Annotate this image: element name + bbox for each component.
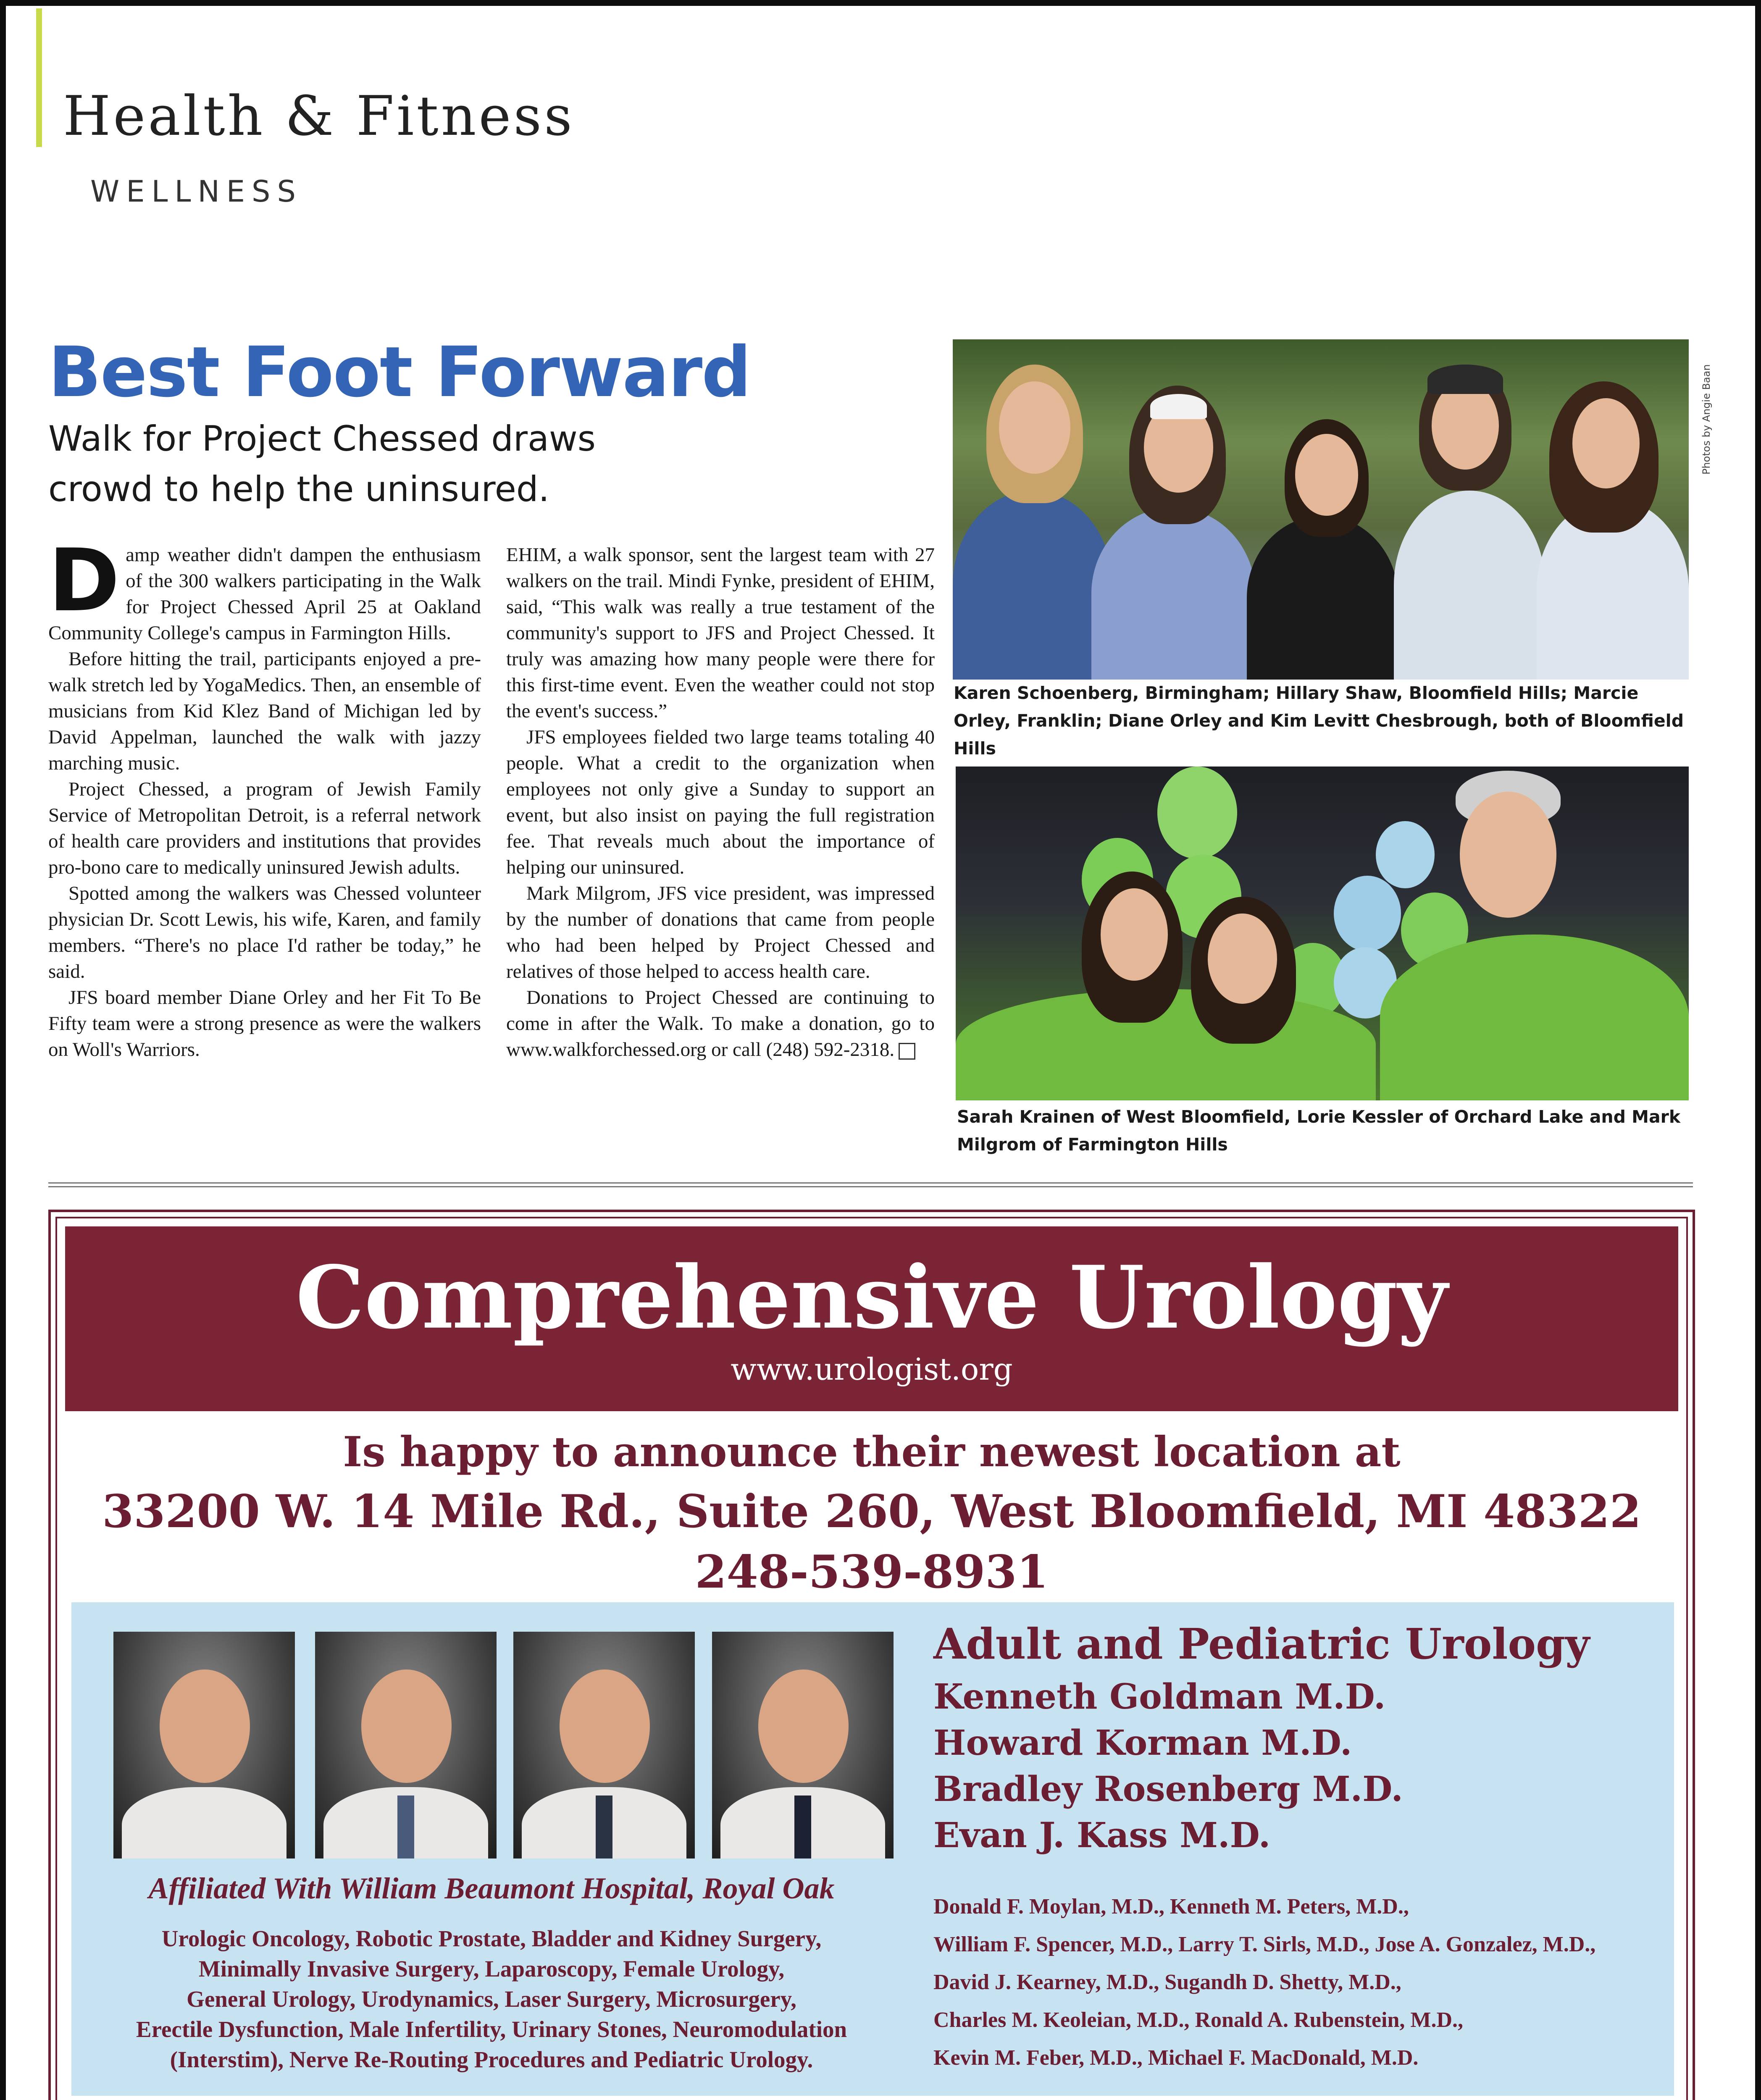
- specialty-line: Minimally Invasive Surgery, Laparoscopy, Female Urology,: [198, 1956, 785, 1982]
- article-paragraph: Spotted among the walkers was Chessed volunteer physician Dr. Scott Lewis, his wife, Karen, and family members. “There's no place I'd rather be today,” he said.: [48, 882, 481, 982]
- associate-line: Donald F. Moylan, M.D., Kenneth M. Peters, M.D.,: [933, 1895, 1409, 1919]
- doctor-portrait: [315, 1632, 497, 1858]
- announce-phone: 248-539-8931: [695, 1546, 1049, 1599]
- hospital-affiliation: Affiliated With William Beaumont Hospital, Royal Oak: [148, 1872, 835, 1905]
- announce-address: 33200 W. 14 Mile Rd., Suite 260, West Bloomfield, MI 48322: [102, 1485, 1641, 1538]
- article-paragraph: Donations to Project Chessed are continuing to come in after the Walk. To make a donation, go to www.walkforchessed.org or call (248) 592-2318.: [506, 987, 935, 1060]
- drop-cap: D: [48, 531, 120, 631]
- ad-title: Comprehensive Urology: [296, 1247, 1448, 1348]
- announce-line: Is happy to announce their newest location at: [343, 1428, 1401, 1476]
- photo-credit: Photos by Angie Baan: [1701, 364, 1712, 475]
- walkers-group-photo: [953, 339, 1689, 680]
- section-divider: [48, 1182, 1693, 1187]
- doctor-name: Bradley Rosenberg M.D.: [933, 1769, 1403, 1809]
- associate-line: Kevin M. Feber, M.D., Michael F. MacDonald, M.D.: [933, 2046, 1419, 2070]
- ad-announcement: [65, 1424, 1678, 1601]
- specialty-line: Erectile Dysfunction, Male Infertility, Urinary Stones, Neuromodulation: [136, 2016, 847, 2042]
- section-title: Health & Fitness: [63, 84, 575, 148]
- volunteers-balloons-photo: [956, 766, 1689, 1100]
- article-paragraph: Damp weather didn't dampen the enthusiasm of the 300 walkers participating in the Walk for Project Chessed April 25 at Oakland Community College's campus in Farmington Hills.: [48, 531, 481, 644]
- article-paragraph: Mark Milgrom, JFS vice president, was impressed by the number of donations that came from people who had been helped by Project Chessed and relatives of those helped to access health care.: [506, 882, 935, 982]
- section-subtitle: WELLNESS: [90, 174, 302, 209]
- practice-title: Adult and Pediatric Urology: [933, 1619, 1590, 1669]
- photo-caption-2: Sarah Krainen of West Bloomfield, Lorie Kessler of Orchard Lake and Mark Milgrom of Farmington Hills: [957, 1107, 1681, 1155]
- article-deck: Walk for Project Chessed draws crowd to help the uninsured.: [48, 418, 596, 509]
- associate-doctor-list: [933, 1888, 1595, 2077]
- doctor-name: Howard Korman M.D.: [933, 1723, 1352, 1763]
- photo-caption-1: Karen Schoenberg, Birmingham; Hillary Shaw, Bloomfield Hills; Marcie Orley, Franklin; Diane Orley and Kim Levitt Chesbrough, both of Bloomfield Hills: [954, 683, 1684, 759]
- associate-line: Charles M. Keoleian, M.D., Ronald A. Rubenstein, M.D.,: [933, 2008, 1463, 2032]
- specialty-line: Urologic Oncology, Robotic Prostate, Bladder and Kidney Surgery,: [161, 1926, 822, 1951]
- article-paragraph: JFS board member Diane Orley and her Fit To Be Fifty team were a strong presence as were the walkers on Woll's Warriors.: [48, 987, 481, 1060]
- ad-website-link[interactable]: www.urologist.org: [731, 1352, 1013, 1387]
- section-accent-bar: [36, 8, 42, 147]
- doctor-portrait: [113, 1632, 295, 1858]
- associate-line: David J. Kearney, M.D., Sugandh D. Shetty, M.D.,: [933, 1970, 1401, 1994]
- article-paragraph: Before hitting the trail, participants enjoyed a pre-walk stretch led by YogaMedics. Then, an ensemble of musicians from Kid Klez Band of Michigan led by David Appelman, launched the walk with jazzy marching music.: [48, 648, 481, 774]
- specialties-list: [71, 1924, 912, 2075]
- associate-line: William F. Spencer, M.D., Larry T. Sirls, M.D., Jose A. Gonzalez, M.D.,: [933, 1932, 1596, 1956]
- article-paragraph: EHIM, a walk sponsor, sent the largest team with 27 walkers on the trail. Mindi Fynke, president of EHIM, said, “This walk was really a true testament of the community's support to JFS and Project Chessed. It truly was amazing how many people were there for this first-time event. Even the weather could not stop the event's success.”: [506, 544, 935, 722]
- specialty-line: (Interstim), Nerve Re-Routing Procedures and Pediatric Urology.: [170, 2047, 813, 2072]
- article-headline: Best Foot Forward: [48, 332, 751, 412]
- doctor-portrait: [513, 1632, 695, 1858]
- doctor-name: Evan J. Kass M.D.: [933, 1815, 1271, 1856]
- end-mark-icon: [899, 1043, 915, 1060]
- article-paragraph: JFS employees fielded two large teams totaling 40 people. What a credit to the organization when employees not only give a Sunday to support an event, but also insist on paying the full registration fee. That reveals much about the importance of helping our uninsured.: [506, 726, 935, 878]
- doctor-portrait: [712, 1632, 894, 1858]
- article-column-2: [506, 542, 935, 1063]
- doctor-list: [933, 1674, 1403, 1858]
- article-paragraph: Project Chessed, a program of Jewish Family Service of Metropolitan Detroit, is a referral network of health care providers and institutions that provides pro-bono care to medically uninsured Jewish adults.: [48, 778, 481, 878]
- article-column-1: [48, 531, 481, 1063]
- doctor-name: Kenneth Goldman M.D.: [933, 1677, 1386, 1717]
- specialty-line: General Urology, Urodynamics, Laser Surgery, Microsurgery,: [187, 1986, 796, 2012]
